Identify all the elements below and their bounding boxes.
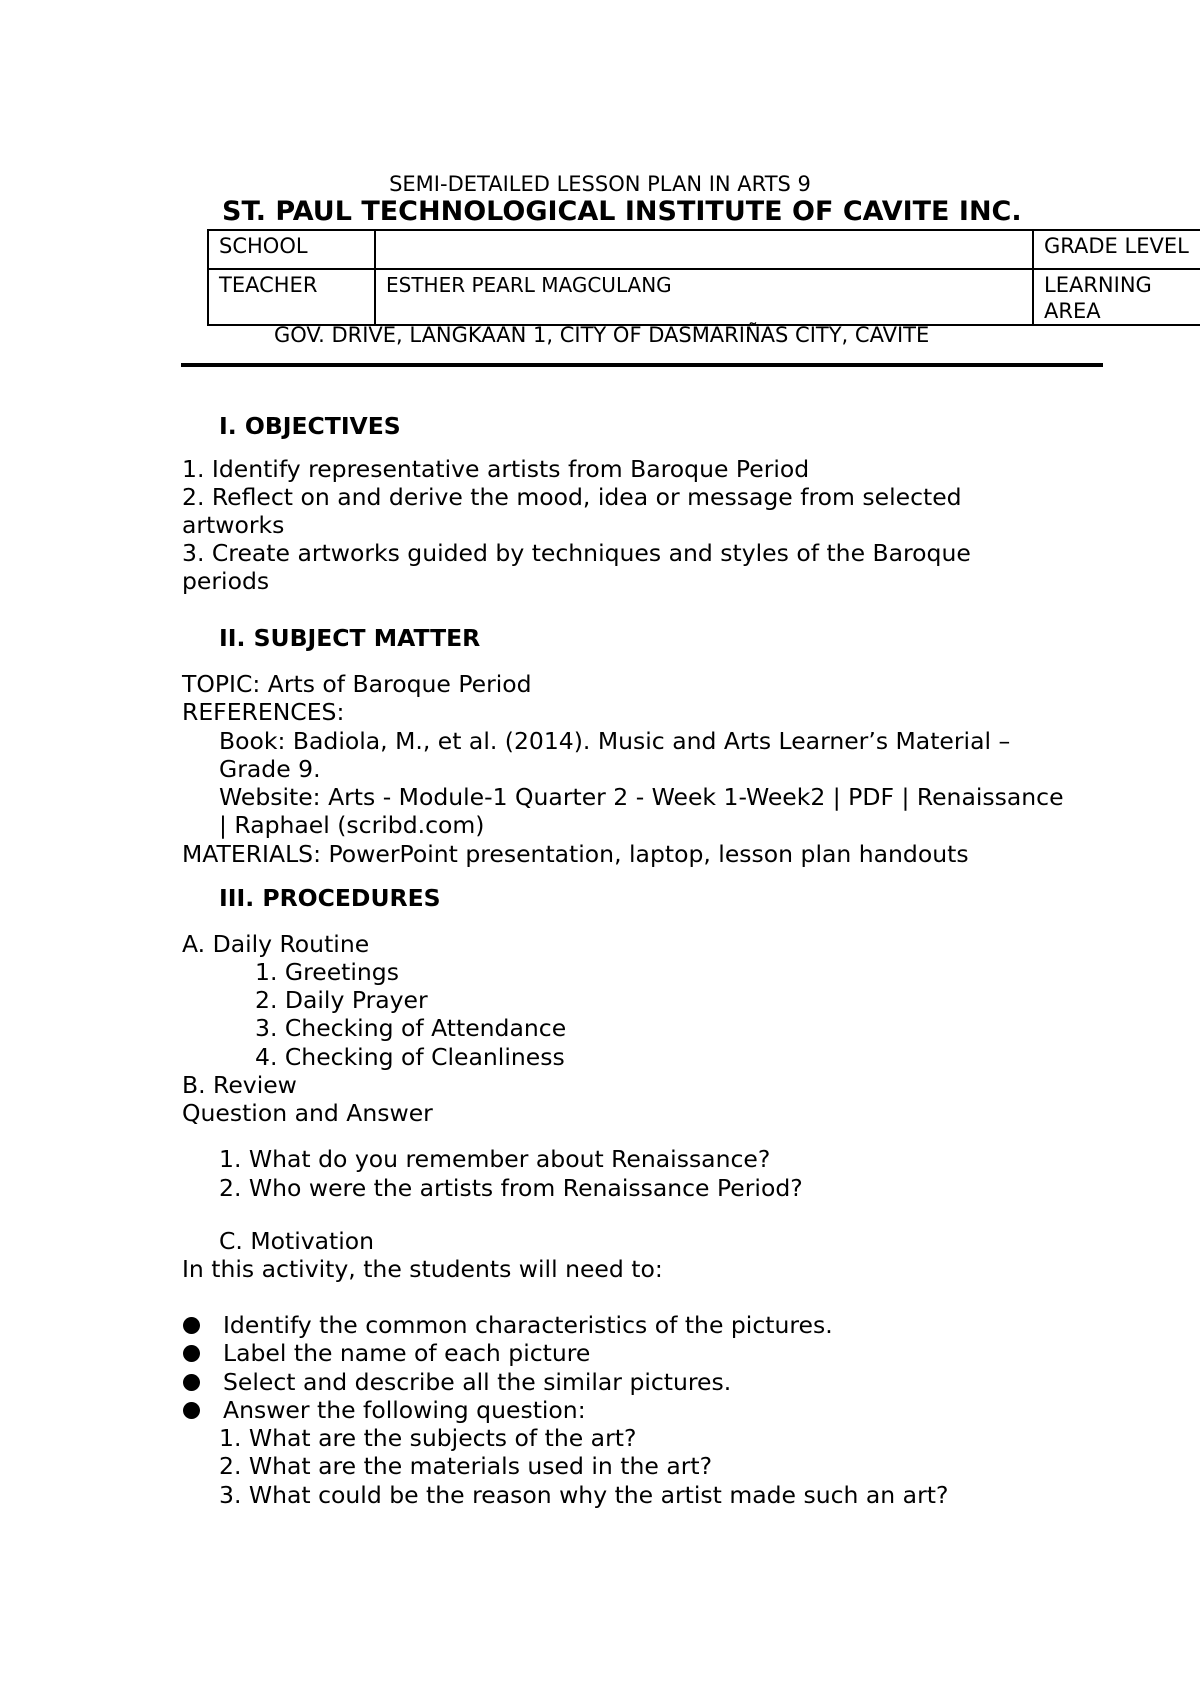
school-address: GOV. DRIVE, LANGKAAN 1, CITY OF DASMARIÑAS CITY, CAVITE: [274, 323, 930, 347]
learning-area-label-line1: LEARNING: [1044, 273, 1152, 297]
routine-item: 1. Greetings: [255, 958, 399, 986]
procedures-heading: III. PROCEDURES: [219, 884, 441, 912]
objective-item-1: 1. Identify representative artists from Baroque Period: [182, 455, 810, 483]
learning-area-label: [1033, 269, 1200, 325]
grade-level-label: GRADE LEVEL: [1033, 230, 1200, 269]
table-row: [208, 230, 1200, 269]
motivation-question: 2. What are the materials used in the art?: [219, 1452, 713, 1480]
school-value: [375, 230, 1033, 269]
info-table: [207, 229, 1200, 326]
objectives-heading: I. OBJECTIVES: [219, 412, 401, 440]
activity-bullet: Identify the common characteristics of the pictures.: [223, 1311, 833, 1339]
book-reference-line2: Grade 9.: [219, 755, 321, 783]
activity-bullet: Label the name of each picture: [223, 1339, 591, 1367]
review-question: 2. Who were the artists from Renaissance Period?: [219, 1174, 803, 1202]
teacher-label: TEACHER: [208, 269, 375, 325]
bullet-icon: [183, 1374, 200, 1391]
objective-item-2-line2: artworks: [182, 511, 285, 539]
references-label: REFERENCES:: [182, 698, 345, 726]
document-title: SEMI-DETAILED LESSON PLAN IN ARTS 9: [389, 172, 811, 196]
learning-area-label-line2: AREA: [1044, 299, 1101, 323]
daily-routine-label: A. Daily Routine: [182, 930, 370, 958]
topic-line: TOPIC: Arts of Baroque Period: [182, 670, 532, 698]
table-row: [208, 269, 1200, 325]
bullet-icon: [183, 1402, 200, 1419]
qa-label: Question and Answer: [182, 1099, 433, 1127]
activity-intro: In this activity, the students will need to:: [182, 1255, 663, 1283]
website-reference-line1: Website: Arts - Module-1 Quarter 2 - Week 1-Week2 | PDF | Renaissance: [219, 783, 1064, 811]
school-label: SCHOOL: [208, 230, 375, 269]
objective-item-3-line2: periods: [182, 567, 270, 595]
motivation-question: 3. What could be the reason why the artist made such an art?: [219, 1481, 949, 1509]
bullet-icon: [183, 1317, 200, 1334]
materials-line: MATERIALS: PowerPoint presentation, laptop, lesson plan handouts: [182, 840, 969, 868]
school-name-heading: ST. PAUL TECHNOLOGICAL INSTITUTE OF CAVITE INC.: [222, 196, 1022, 227]
routine-item: 4. Checking of Cleanliness: [255, 1043, 565, 1071]
motivation-question: 1. What are the subjects of the art?: [219, 1424, 637, 1452]
routine-item: 2. Daily Prayer: [255, 986, 428, 1014]
motivation-label: C. Motivation: [219, 1227, 375, 1255]
header-divider: [181, 363, 1103, 367]
activity-bullet: Select and describe all the similar pictures.: [223, 1368, 732, 1396]
subject-matter-heading: II. SUBJECT MATTER: [219, 624, 481, 652]
objective-item-3-line1: 3. Create artworks guided by techniques and styles of the Baroque: [182, 539, 971, 567]
book-reference-line1: Book: Badiola, M., et al. (2014). Music and Arts Learner’s Material –: [219, 727, 1011, 755]
bullet-icon: [183, 1345, 200, 1362]
objective-item-2-line1: 2. Reflect on and derive the mood, idea or message from selected: [182, 483, 962, 511]
routine-item: 3. Checking of Attendance: [255, 1014, 567, 1042]
teacher-value: ESTHER PEARL MAGCULANG: [375, 269, 1033, 325]
website-reference-line2: | Raphael (scribd.com): [219, 811, 485, 839]
review-question: 1. What do you remember about Renaissance?: [219, 1145, 771, 1173]
activity-bullet: Answer the following question:: [223, 1396, 586, 1424]
review-label: B. Review: [182, 1071, 297, 1099]
